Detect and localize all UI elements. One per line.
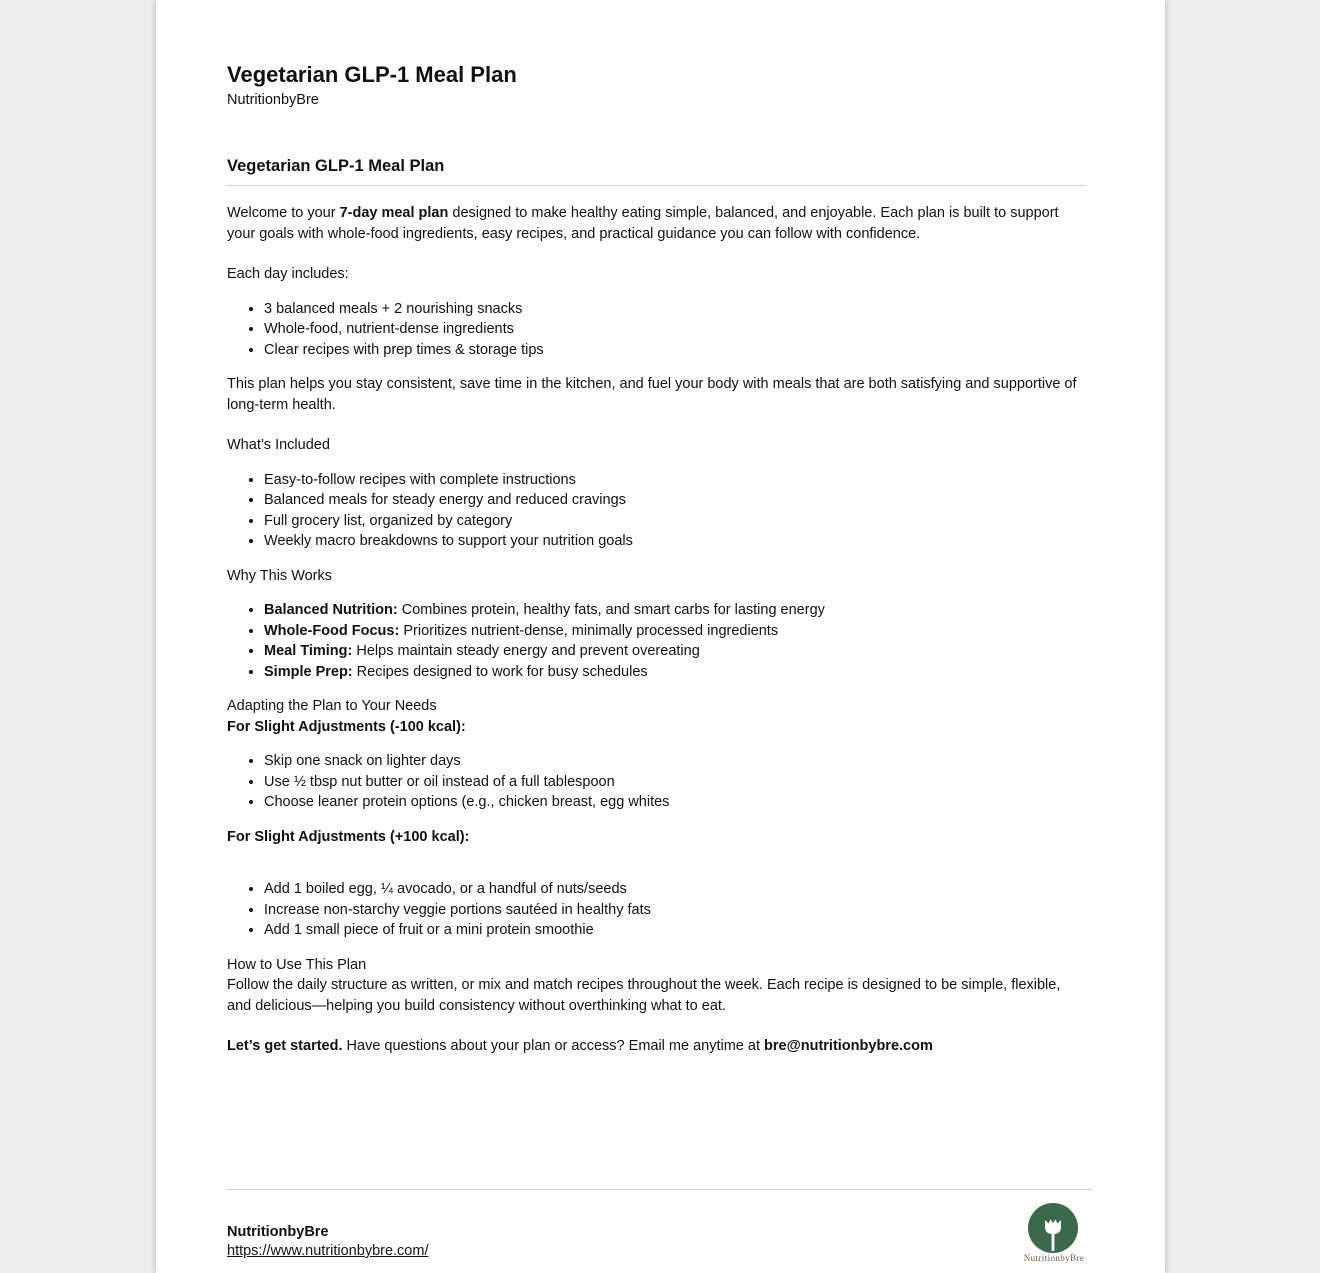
document-body: [227, 155, 1085, 1057]
list-item-term: Simple Prep:: [264, 663, 353, 680]
how-to-use-label: How to Use This Plan: [227, 956, 367, 973]
list-item: • Use ½ tbsp nut butter or oil instead of a full tablespoon: [264, 772, 1085, 793]
document-title: Vegetarian GLP-1 Meal Plan: [227, 62, 517, 87]
footer-website-link[interactable]: https://www.nutritionbybre.com/: [227, 1243, 429, 1259]
footer-brand-name: NutritionbyBre: [227, 1224, 329, 1240]
list-item: • Whole-food, nutrient-dense ingredients: [264, 319, 1085, 340]
list-item: • 3 balanced meals + 2 nourishing snacks: [264, 299, 1085, 320]
plus-adjustment-label-text: For Slight Adjustments (+100 kcal):: [227, 828, 470, 845]
minus-adjustment-label: [227, 717, 1085, 738]
list-item: • Balanced meals for steady energy and reduced cravings: [264, 490, 1085, 511]
list-item: [264, 641, 1085, 662]
brand-logo: [1012, 1203, 1096, 1269]
logo-text: NutritionbyBre: [1023, 1253, 1085, 1263]
list-item-term: Balanced Nutrition:: [264, 602, 398, 618]
list-item-text: Prioritizes nutrient-dense, minimally processed ingredients: [399, 622, 779, 639]
plus-adjustment-label: [227, 827, 1085, 848]
logo-circle: [1028, 1203, 1078, 1253]
list-item-term: Meal Timing:: [264, 643, 353, 659]
intro-text-end: designed to make healthy eating simple, balanced, and enjoyable. Each plan is built to support your goals with whole-food ingredients, easy recipes, and practical guidance you can follow with confidence.: [227, 205, 1059, 242]
consistency-paragraph: This plan helps you stay consistent, save time in the kitchen, and fuel your body with meals that are both satisfying and supportive of long-term health.: [227, 376, 1077, 413]
list-item: • Clear recipes with prep times & storage tips: [264, 340, 1085, 361]
each-day-label: Each day includes:: [227, 266, 349, 282]
list-item: • Weekly macro breakdowns to support your nutrition goals: [264, 531, 1085, 552]
whats-included-label: What’s Included: [227, 437, 330, 453]
why-label: Why This Works: [227, 567, 333, 584]
section-heading: Vegetarian GLP-1 Meal Plan: [227, 155, 1085, 186]
list-item-text: Helps maintain steady energy and prevent overeating: [352, 643, 700, 659]
intro-paragraph: [227, 203, 1085, 244]
intro-text-start: Welcome to your: [227, 205, 340, 221]
list-item: • Add 1 small piece of fruit or a mini protein smoothie: [264, 920, 1085, 941]
how-to-use-paragraph: Follow the daily structure as written, or mix and match recipes throughout the week. Each recipe is designed to be simple, flexible, and delicious—helping you build consistency without overthinking what to eat.: [227, 977, 1061, 1014]
list-item-text: Recipes designed to work for busy schedules: [352, 663, 648, 680]
list-item: • Full grocery list, organized by category: [264, 511, 1085, 532]
list-item: [264, 600, 1085, 621]
cta-email[interactable]: bre@nutritionbybre.com: [764, 1038, 933, 1054]
list-item-term: Whole-Food Focus:: [264, 622, 400, 639]
document-subtitle: NutritionbyBre: [227, 92, 319, 108]
cta-paragraph: [227, 1036, 1085, 1057]
list-item: [264, 621, 1085, 642]
list-item-text: Combines protein, healthy fats, and smart carbs for lasting energy: [397, 602, 825, 618]
list-item: • Skip one snack on lighter days: [264, 751, 1085, 772]
document-page: [156, 0, 1165, 1273]
list-item: • Choose leaner protein options (e.g., chicken breast, egg whites: [264, 792, 1085, 813]
each-day-list: [227, 299, 1085, 361]
whats-included-list: [227, 470, 1085, 552]
list-item: • Easy-to-follow recipes with complete instructions: [264, 470, 1085, 491]
adapting-label: Adapting the Plan to Your Needs: [227, 698, 437, 714]
footer-divider: [227, 1189, 1092, 1190]
minus-adjustment-label-text: For Slight Adjustments (-100 kcal):: [227, 718, 466, 735]
why-list: [227, 600, 1085, 682]
list-item: • Add 1 boiled egg, ¼ avocado, or a handful of nuts/seeds: [264, 879, 1085, 900]
list-item: [264, 662, 1085, 683]
plus-adjustment-list: [227, 879, 1085, 941]
minus-adjustment-list: [227, 751, 1085, 813]
fork-leaf-icon: [1028, 1203, 1078, 1253]
cta-text: Have questions about your plan or access? Email me anytime at: [342, 1038, 765, 1054]
list-item: • Increase non-starchy veggie portions sautéed in healthy fats: [264, 900, 1085, 921]
intro-bold-text: 7-day meal plan: [339, 205, 449, 221]
cta-bold-text: Let’s get started.: [227, 1038, 343, 1054]
